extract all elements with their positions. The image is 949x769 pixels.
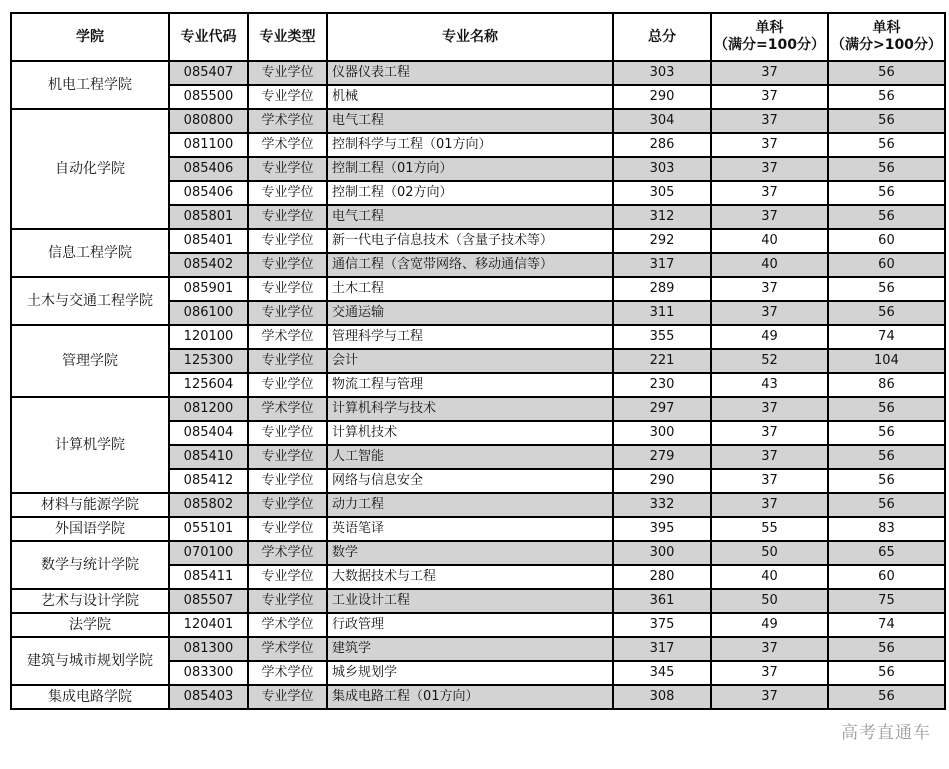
single-subject-100-cell: 49	[711, 613, 828, 637]
total-score-cell: 297	[613, 397, 711, 421]
single-subject-100-cell: 37	[711, 109, 828, 133]
single-subject-100-cell: 43	[711, 373, 828, 397]
major-code-cell: 080800	[169, 109, 248, 133]
single-subject-over-100-cell: 56	[828, 661, 945, 685]
single-subject-100-cell: 37	[711, 421, 828, 445]
total-score-cell: 311	[613, 301, 711, 325]
degree-type-cell: 专业学位	[248, 565, 327, 589]
single-subject-100-cell: 37	[711, 445, 828, 469]
total-score-cell: 317	[613, 253, 711, 277]
total-score-cell: 300	[613, 421, 711, 445]
major-name-cell: 数学	[327, 541, 613, 565]
total-score-cell: 290	[613, 469, 711, 493]
total-score-cell: 305	[613, 181, 711, 205]
total-score-cell: 279	[613, 445, 711, 469]
degree-type-cell: 专业学位	[248, 349, 327, 373]
major-code-cell: 085410	[169, 445, 248, 469]
total-score-cell: 230	[613, 373, 711, 397]
degree-type-cell: 学术学位	[248, 133, 327, 157]
single-subject-100-cell: 37	[711, 661, 828, 685]
single-subject-over-100-cell: 56	[828, 109, 945, 133]
major-code-cell: 085404	[169, 421, 248, 445]
single-subject-over-100-cell: 74	[828, 325, 945, 349]
single-subject-over-100-cell: 56	[828, 397, 945, 421]
single-subject-over-100-cell: 56	[828, 85, 945, 109]
score-table-container	[10, 12, 946, 710]
college-cell: 材料与能源学院	[11, 493, 169, 517]
single-subject-over-100-cell: 56	[828, 637, 945, 661]
degree-type-cell: 专业学位	[248, 445, 327, 469]
total-score-cell: 317	[613, 637, 711, 661]
total-score-cell: 312	[613, 205, 711, 229]
major-code-cell: 081300	[169, 637, 248, 661]
table-row	[11, 613, 945, 637]
major-name-cell: 控制工程（01方向）	[327, 157, 613, 181]
major-code-cell: 125300	[169, 349, 248, 373]
header-single-over-100	[828, 13, 945, 61]
single-subject-100-cell: 37	[711, 61, 828, 85]
single-subject-100-cell: 50	[711, 541, 828, 565]
total-score-cell: 292	[613, 229, 711, 253]
single-subject-over-100-cell: 56	[828, 445, 945, 469]
degree-type-cell: 学术学位	[248, 325, 327, 349]
major-name-cell: 土木工程	[327, 277, 613, 301]
major-code-cell: 125604	[169, 373, 248, 397]
degree-type-cell: 学术学位	[248, 613, 327, 637]
total-score-cell: 303	[613, 157, 711, 181]
major-code-cell: 081100	[169, 133, 248, 157]
college-cell: 土木与交通工程学院	[11, 277, 169, 325]
college-cell: 外国语学院	[11, 517, 169, 541]
single-subject-100-cell: 37	[711, 301, 828, 325]
single-subject-100-cell: 37	[711, 637, 828, 661]
single-subject-100-cell: 37	[711, 85, 828, 109]
single-subject-over-100-cell: 75	[828, 589, 945, 613]
total-score-cell: 221	[613, 349, 711, 373]
single-subject-over-100-cell: 104	[828, 349, 945, 373]
major-code-cell: 120100	[169, 325, 248, 349]
major-name-cell: 物流工程与管理	[327, 373, 613, 397]
major-name-cell: 电气工程	[327, 205, 613, 229]
major-code-cell: 081200	[169, 397, 248, 421]
total-score-cell: 395	[613, 517, 711, 541]
single-subject-over-100-cell: 83	[828, 517, 945, 541]
single-subject-100-cell: 37	[711, 133, 828, 157]
college-cell: 自动化学院	[11, 109, 169, 229]
major-name-cell: 电气工程	[327, 109, 613, 133]
table-row	[11, 277, 945, 301]
single-subject-100-cell: 49	[711, 325, 828, 349]
single-subject-over-100-cell: 65	[828, 541, 945, 565]
total-score-cell: 332	[613, 493, 711, 517]
table-row	[11, 493, 945, 517]
total-score-cell: 361	[613, 589, 711, 613]
degree-type-cell: 学术学位	[248, 109, 327, 133]
table-row	[11, 61, 945, 85]
single-subject-over-100-cell: 56	[828, 61, 945, 85]
single-subject-100-cell: 37	[711, 157, 828, 181]
degree-type-cell: 专业学位	[248, 205, 327, 229]
major-name-cell: 英语笔译	[327, 517, 613, 541]
total-score-cell: 355	[613, 325, 711, 349]
header-total: 总分	[613, 13, 711, 61]
major-name-cell: 控制科学与工程（01方向）	[327, 133, 613, 157]
major-code-cell: 086100	[169, 301, 248, 325]
major-name-cell: 人工智能	[327, 445, 613, 469]
single-subject-over-100-cell: 56	[828, 181, 945, 205]
degree-type-cell: 专业学位	[248, 517, 327, 541]
header-type: 专业类型	[248, 13, 327, 61]
total-score-cell: 289	[613, 277, 711, 301]
major-name-cell: 管理科学与工程	[327, 325, 613, 349]
major-code-cell: 085412	[169, 469, 248, 493]
degree-type-cell: 专业学位	[248, 589, 327, 613]
single-subject-100-cell: 40	[711, 565, 828, 589]
degree-type-cell: 专业学位	[248, 301, 327, 325]
single-subject-over-100-cell: 56	[828, 133, 945, 157]
major-name-cell: 会计	[327, 349, 613, 373]
single-subject-over-100-cell: 60	[828, 253, 945, 277]
major-name-cell: 动力工程	[327, 493, 613, 517]
major-code-cell: 085406	[169, 181, 248, 205]
degree-type-cell: 学术学位	[248, 541, 327, 565]
total-score-cell: 286	[613, 133, 711, 157]
major-code-cell: 120401	[169, 613, 248, 637]
degree-type-cell: 专业学位	[248, 493, 327, 517]
major-name-cell: 集成电路工程（01方向）	[327, 685, 613, 709]
total-score-cell: 303	[613, 61, 711, 85]
single-subject-100-cell: 37	[711, 277, 828, 301]
major-name-cell: 计算机科学与技术	[327, 397, 613, 421]
degree-type-cell: 专业学位	[248, 373, 327, 397]
header-single-100-line1: 单科	[755, 20, 784, 36]
single-subject-100-cell: 37	[711, 205, 828, 229]
single-subject-over-100-cell: 74	[828, 613, 945, 637]
major-name-cell: 大数据技术与工程	[327, 565, 613, 589]
single-subject-100-cell: 37	[711, 397, 828, 421]
degree-type-cell: 专业学位	[248, 253, 327, 277]
major-name-cell: 计算机技术	[327, 421, 613, 445]
degree-type-cell: 专业学位	[248, 685, 327, 709]
header-college: 学院	[11, 13, 169, 61]
table-row	[11, 541, 945, 565]
major-name-cell: 工业设计工程	[327, 589, 613, 613]
degree-type-cell: 专业学位	[248, 229, 327, 253]
degree-type-cell: 学术学位	[248, 397, 327, 421]
table-row	[11, 229, 945, 253]
degree-type-cell: 专业学位	[248, 277, 327, 301]
college-cell: 建筑与城市规划学院	[11, 637, 169, 685]
major-code-cell: 085406	[169, 157, 248, 181]
single-subject-100-cell: 40	[711, 253, 828, 277]
major-name-cell: 仪器仪表工程	[327, 61, 613, 85]
degree-type-cell: 学术学位	[248, 637, 327, 661]
total-score-cell: 304	[613, 109, 711, 133]
header-single-100	[711, 13, 828, 61]
degree-type-cell: 专业学位	[248, 181, 327, 205]
major-code-cell: 085802	[169, 493, 248, 517]
college-cell: 法学院	[11, 613, 169, 637]
table-row	[11, 325, 945, 349]
single-subject-100-cell: 50	[711, 589, 828, 613]
major-name-cell: 通信工程（含宽带网络、移动通信等）	[327, 253, 613, 277]
college-cell: 集成电路学院	[11, 685, 169, 709]
major-code-cell: 085401	[169, 229, 248, 253]
single-subject-over-100-cell: 86	[828, 373, 945, 397]
header-single-over-100-line2: （满分>100分）	[830, 37, 942, 53]
degree-type-cell: 专业学位	[248, 469, 327, 493]
single-subject-over-100-cell: 56	[828, 685, 945, 709]
college-cell: 数学与统计学院	[11, 541, 169, 589]
single-subject-100-cell: 37	[711, 685, 828, 709]
single-subject-100-cell: 52	[711, 349, 828, 373]
major-code-cell: 085507	[169, 589, 248, 613]
table-row	[11, 517, 945, 541]
total-score-cell: 345	[613, 661, 711, 685]
degree-type-cell: 专业学位	[248, 61, 327, 85]
table-header-row	[11, 13, 945, 61]
college-cell: 管理学院	[11, 325, 169, 397]
college-cell: 机电工程学院	[11, 61, 169, 109]
degree-type-cell: 专业学位	[248, 157, 327, 181]
major-code-cell: 085407	[169, 61, 248, 85]
single-subject-100-cell: 37	[711, 181, 828, 205]
table-row	[11, 637, 945, 661]
major-name-cell: 新一代电子信息技术（含量子技术等）	[327, 229, 613, 253]
major-name-cell: 机械	[327, 85, 613, 109]
table-body	[11, 61, 945, 709]
major-name-cell: 网络与信息安全	[327, 469, 613, 493]
watermark-text: 高考直通车	[841, 723, 931, 743]
total-score-cell: 308	[613, 685, 711, 709]
major-code-cell: 085500	[169, 85, 248, 109]
major-name-cell: 建筑学	[327, 637, 613, 661]
single-subject-over-100-cell: 56	[828, 421, 945, 445]
major-name-cell: 控制工程（02方向）	[327, 181, 613, 205]
single-subject-over-100-cell: 60	[828, 229, 945, 253]
degree-type-cell: 学术学位	[248, 661, 327, 685]
table-row	[11, 589, 945, 613]
single-subject-over-100-cell: 56	[828, 301, 945, 325]
header-single-over-100-line1: 单科	[872, 20, 901, 36]
table-row	[11, 397, 945, 421]
single-subject-100-cell: 55	[711, 517, 828, 541]
header-single-100-line2: （满分=100分）	[714, 37, 825, 53]
single-subject-over-100-cell: 56	[828, 205, 945, 229]
major-code-cell: 085403	[169, 685, 248, 709]
total-score-cell: 300	[613, 541, 711, 565]
score-table	[10, 12, 946, 710]
table-row	[11, 109, 945, 133]
major-code-cell: 085901	[169, 277, 248, 301]
major-name-cell: 交通运输	[327, 301, 613, 325]
major-code-cell: 055101	[169, 517, 248, 541]
major-code-cell: 085801	[169, 205, 248, 229]
major-code-cell: 070100	[169, 541, 248, 565]
header-name: 专业名称	[327, 13, 613, 61]
major-name-cell: 城乡规划学	[327, 661, 613, 685]
single-subject-over-100-cell: 60	[828, 565, 945, 589]
table-row	[11, 685, 945, 709]
single-subject-over-100-cell: 56	[828, 277, 945, 301]
major-code-cell: 085402	[169, 253, 248, 277]
degree-type-cell: 专业学位	[248, 421, 327, 445]
total-score-cell: 290	[613, 85, 711, 109]
single-subject-over-100-cell: 56	[828, 493, 945, 517]
degree-type-cell: 专业学位	[248, 85, 327, 109]
major-name-cell: 行政管理	[327, 613, 613, 637]
single-subject-over-100-cell: 56	[828, 469, 945, 493]
college-cell: 计算机学院	[11, 397, 169, 493]
single-subject-100-cell: 37	[711, 493, 828, 517]
total-score-cell: 375	[613, 613, 711, 637]
single-subject-100-cell: 37	[711, 469, 828, 493]
single-subject-100-cell: 40	[711, 229, 828, 253]
major-code-cell: 085411	[169, 565, 248, 589]
college-cell: 艺术与设计学院	[11, 589, 169, 613]
header-code: 专业代码	[169, 13, 248, 61]
major-code-cell: 083300	[169, 661, 248, 685]
college-cell: 信息工程学院	[11, 229, 169, 277]
single-subject-over-100-cell: 56	[828, 157, 945, 181]
total-score-cell: 280	[613, 565, 711, 589]
